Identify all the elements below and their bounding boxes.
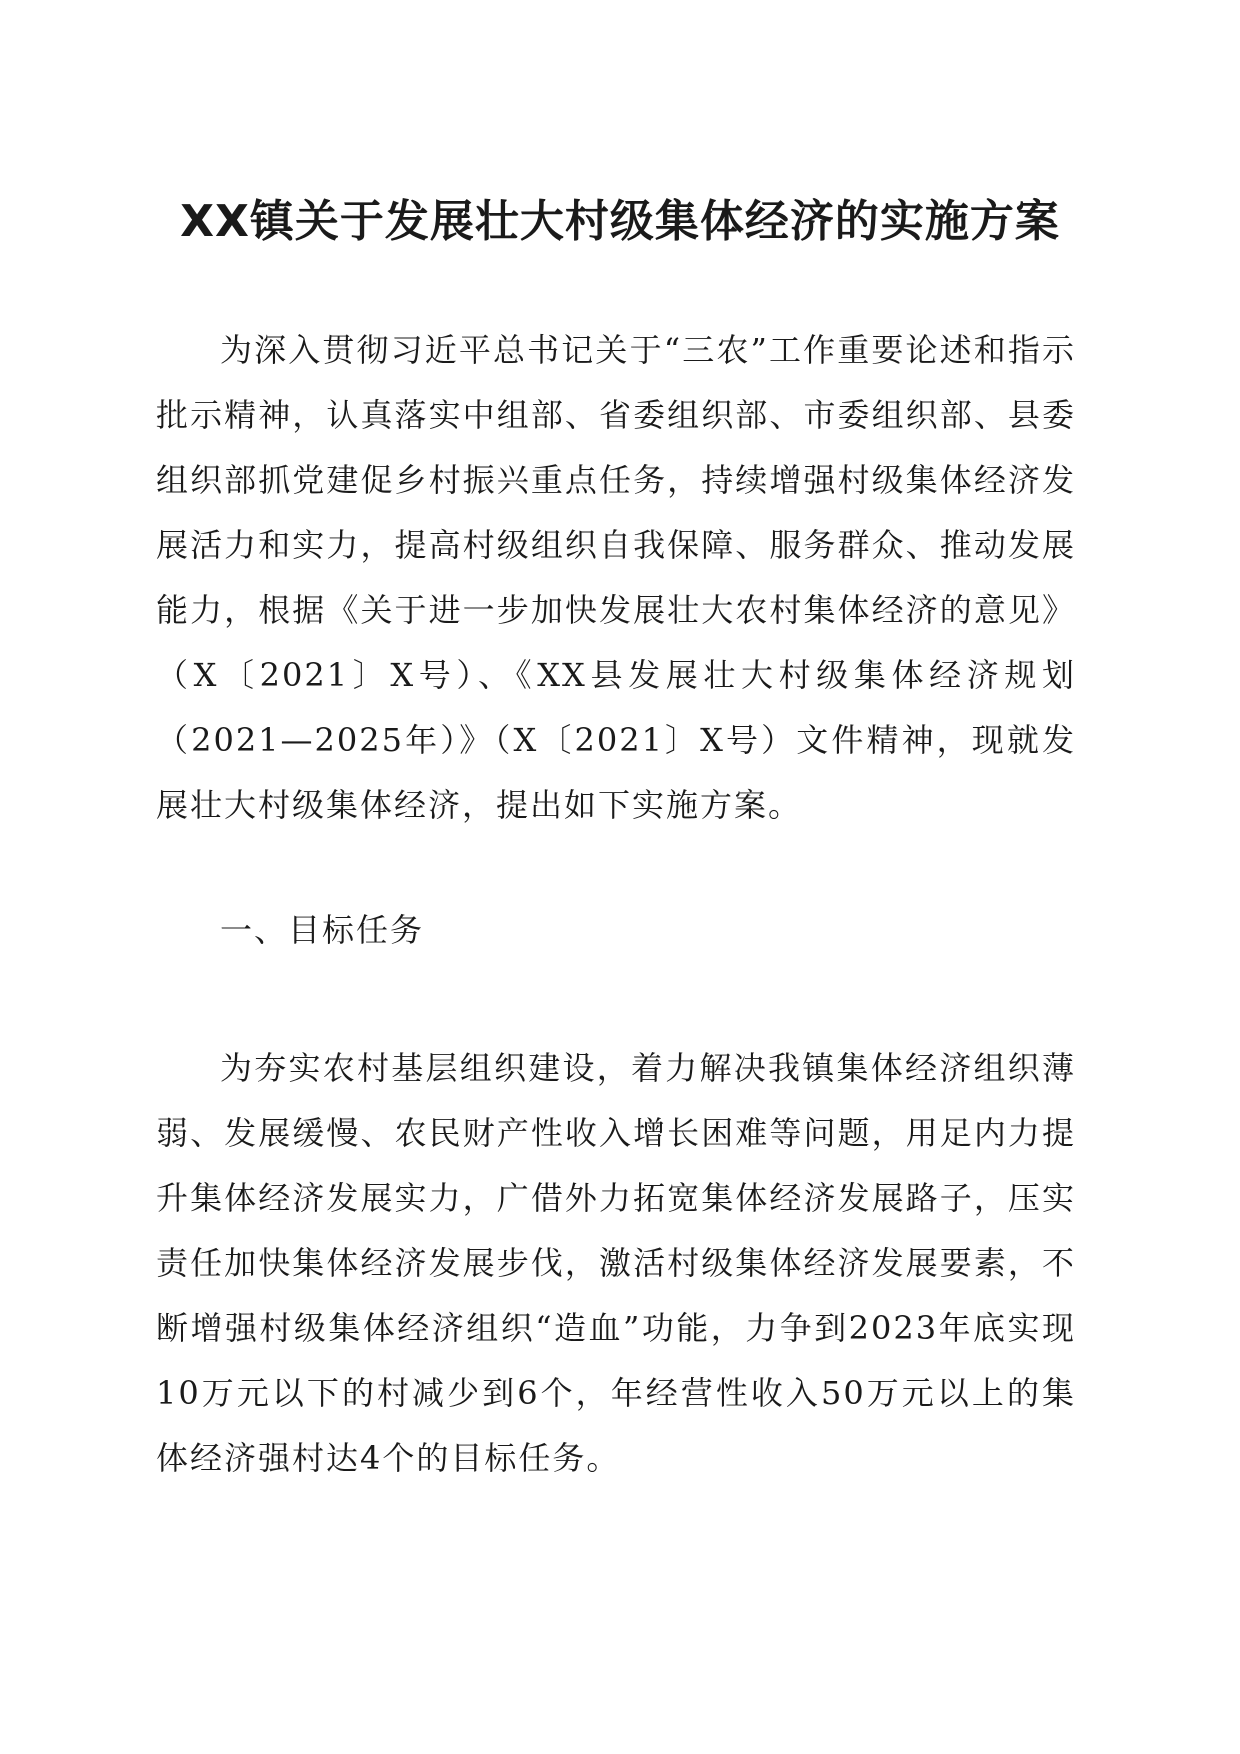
section-heading-goals: 一、目标任务: [220, 911, 425, 949]
document-title: XX镇关于发展壮大村级集体经济的实施方案: [180, 196, 1060, 247]
intro-paragraph: 为深入贯彻习近平总书记关于“三农”工作重要论述和指示批示精神，认真落实中组部、省委组织部、市委组织部、县委组织部抓党建促乡村振兴重点任务，持续增强村级集体经济发展活力和实力，提高村级组织自我保障、服务群众、推动发展能力，根据《关于进一步加快发展壮大农村集体经济的意见》（X〔2021〕X号）、《XX县发展壮大村级集体经济规划（2021—2025年）》（X〔2021〕X号）文件精神，现就发展壮大村级集体经济，提出如下实施方案。: [156, 331, 1076, 824]
goals-paragraph: 为夯实农村基层组织建设，着力解决我镇集体经济组织薄弱、发展缓慢、农民财产性收入增长困难等问题，用足内力提升集体经济发展实力，广借外力拓宽集体经济发展路子，压实责任加快集体经济发展步伐，激活村级集体经济发展要素，不断增强村级集体经济组织“造血”功能，力争到2023年底实现10万元以下的村减少到6个，年经营性收入50万元以上的集体经济强村达4个的目标任务。: [156, 1049, 1076, 1477]
